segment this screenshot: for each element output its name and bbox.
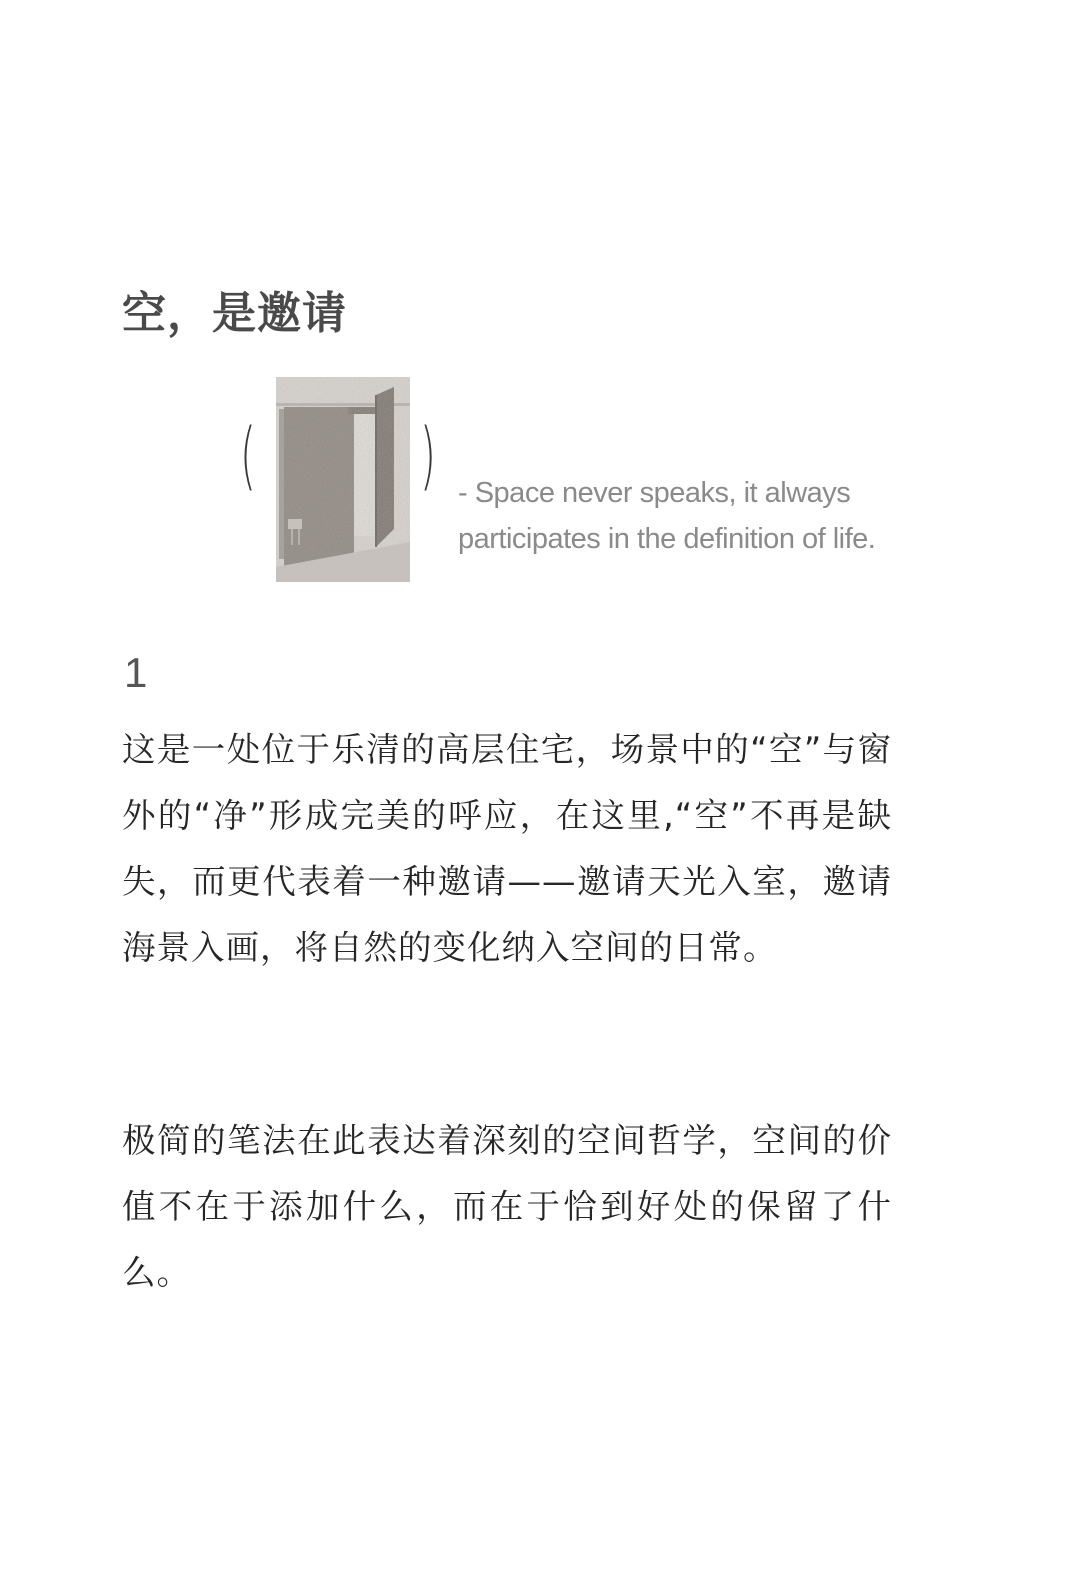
english-quote: - Space never speaks, it always participates in the definition of life. (458, 477, 876, 555)
open-parenthesis: ( (240, 413, 256, 499)
close-parenthesis: ) (420, 413, 436, 499)
section-number: 1 (124, 649, 148, 696)
body-paragraph: 极简的笔法在此表达着深刻的空间哲学，空间的价值不在于添加什么，而在于恰到好处的保留了什么。 (122, 1121, 892, 1292)
page-title: 空，是邀请 (122, 288, 347, 339)
body-paragraph: 这是一处位于乐清的高层住宅，场景中的“空”与窗外的“净”形成完美的呼应，在这里,“空”不再是缺失，而更代表着一种邀请——邀请天光入室，邀请海景入画，将自然的变化纳入空间的日常。 (122, 730, 892, 967)
doorway-photo (276, 377, 410, 582)
